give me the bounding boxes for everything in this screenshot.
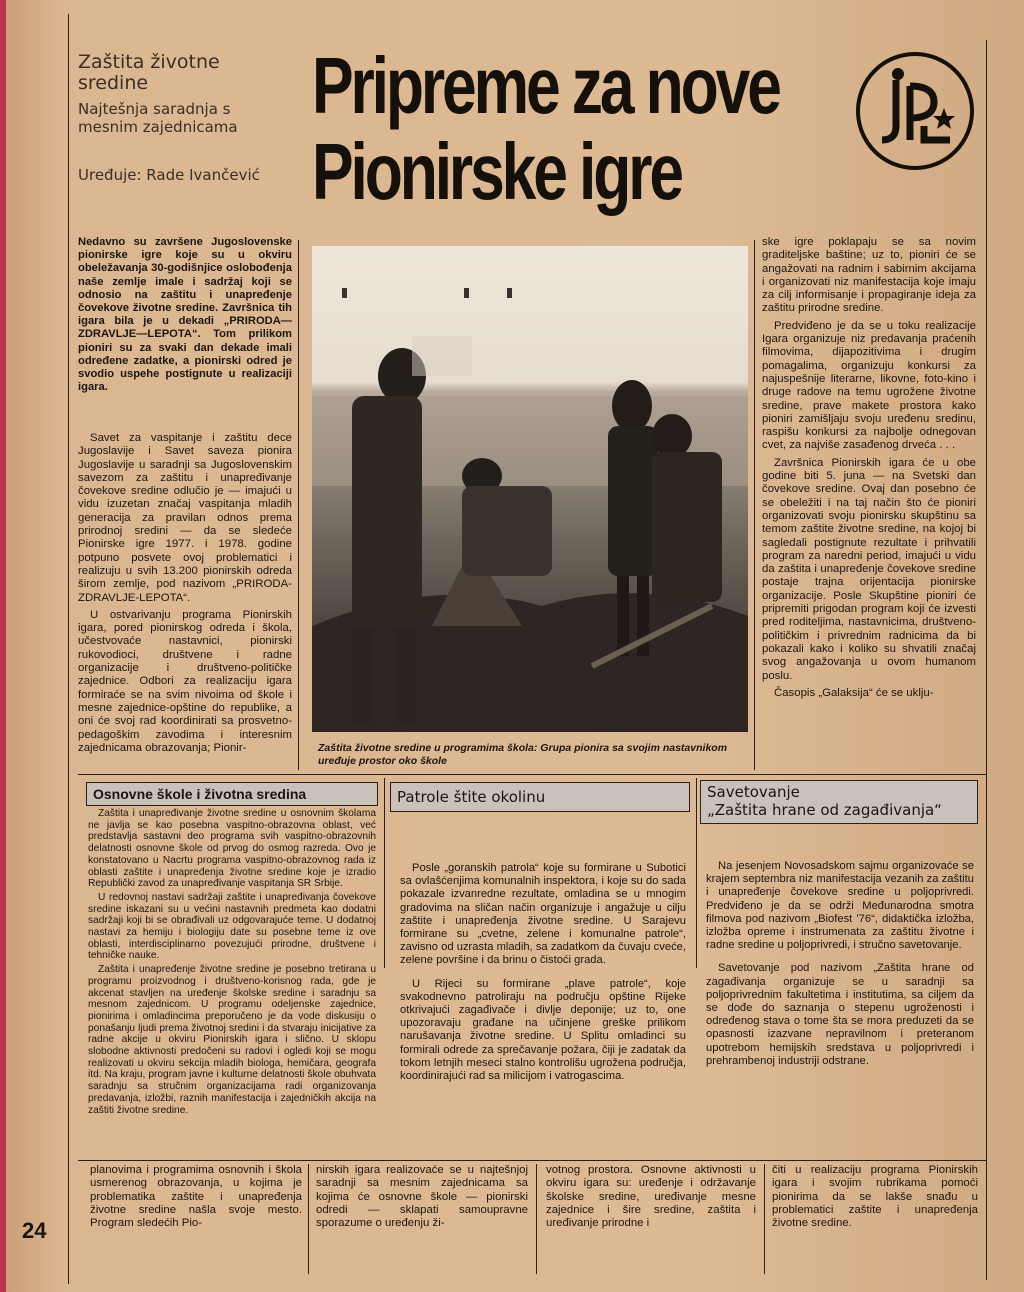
article-paragraph: Savet za vaspitanje i zaštitu dece Jugoslavije i Savet saveza pionira Jugoslavije u saradnji sa Jugoslovenskim savezom za zaštitu i unapređivanje čovekove sredine odlučio je — imajući u vidu izuzetan značaj vaspitanja mladih generacija za pravilan odnos prema prirodnoj sredini — da se sledeće Pionirske igre 1977. i 1978. godine potpuno posvete ovoj problematici i realizuju u svih 13.200 pionirskih odreda širom zemlje, pod nazivom „PRIRODA-ZDRAVLJE-LEPOTA“. [78, 432, 292, 604]
box-paragraph: U redovnoj nastavi sadržaji zaštite i unapređivanja čovekove sredine iskazani su u većini nastavnih predmeta kao dodatni sadržaji koji bi se obrađivali uz odgovarajuće teme. U dodatnoj nastavi za hemiju i biologiju date su posebne teme iz ove oblasti, interdisciplinarno povezujući prirodne, društvene i tehničke nauke. [88, 891, 376, 962]
box-rule [696, 778, 697, 968]
box-savetovanje-title [700, 780, 978, 824]
pioneers-planting-photo [312, 246, 748, 732]
box-title-line-1: Savetovanje [707, 783, 800, 801]
bottom-column-2: nirskih igara realizovaće se u najtešnjoj saradnji sa mesnim zajednicama sa kojima će osnovne škole — pionirski odredi — sklapati samoupravne sporazume o uređenju ži- [316, 1164, 528, 1230]
column-rule [298, 240, 299, 770]
box-paragraph: Na jesenjem Novosadskom sajmu organizovaće se krajem septembra niz manifestacija vezanih za zaštitu i unapređenje čovekove sredine u poljoprivredi. Predviđeno je da se održi Međunarodna smotra filmova pod nazivom „Biofest '76“, didaktička izložba, izložba opreme i instrumenata za zaštitu životne i radne sredine u poljoprivredi, i stručno savetovanje. [706, 860, 974, 952]
article-column-1 [78, 432, 292, 759]
headline-line-2: Pionirske igre [312, 127, 682, 216]
section-kicker: Zaštita životne sredine [78, 51, 220, 94]
column-rule [754, 240, 755, 770]
jpi-monogram-icon [860, 56, 970, 166]
binding-spine [0, 0, 6, 1292]
box-osnovne-skole-title [86, 782, 378, 806]
column-rule [536, 1164, 537, 1274]
box-patrole-title [390, 782, 690, 812]
box-paragraph: Savetovanje pod nazivom „Zaštita hrane od zagađivanja organizuje se u saradnji sa poljoprivrednim fakultetima i institutima, sa ciljem da se dođe do saznanja o stepenu ugroženosti i određenog stava o tome šta se mora preduzeti da se opasnosti izazvane nepravilnom i preteranom upotrebom hemijskih sredstava u poljoprivredi i prehrambenoj industriji odstrane. [706, 962, 974, 1067]
box-osnovne-skole-body [88, 808, 376, 1118]
box-paragraph: Zaštita i unapređivanje životne sredine u osnovnim školama ne javlja se kao posebna vaspitno-obrazovna oblast, već predstavlja sastavni deo programa svih vaspitno-obrazovnih delatnosti osnovne škole od prvog do osmog razreda. Ovo je konstatovano u Nacrtu programa vaspitno-obrazovnog rada iz oblasti zaštite i unapređenja životne sredine koje je izradio Republički zavod za unapređivanje vaspitanja SR Srbije. [88, 808, 376, 890]
box-paragraph: Posle „goranskih patrola“ koje su formirane u Subotici sa ovlašćenjima komunalnih inspektora, i koje su do sada pokazale izvanredne rezultate, omladina se u mnogim gradovima na sličan način organizuje i angažuje u cilju zaštite i unapređenja životne sredine. U Sarajevu formirane su „cvetne, zelene i komunalne patrole“, zavisno od uzrasta mladih, sa zadatkom da čuvaju cveće, zelene površine i da brinu o čistoći grada. [400, 862, 686, 967]
page-number: 24 [22, 1218, 47, 1243]
box-title-text: Patrole štite okolinu [397, 788, 546, 806]
pionirske-igre-logo [856, 52, 974, 170]
section-subtitle: Najtešnja saradnja s mesnim zajednicama [78, 100, 238, 136]
left-margin-rule [68, 14, 69, 1284]
bottom-column-4: čiti u realizaciju programa Pionirskih igara i svojim rubrikama pomoći pionirima da se lakše snađu u problematici zaštite i unapređenja životne sredine. [772, 1164, 978, 1230]
article-paragraph: Završnica Pionirskih igara će u obe godine biti 5. juna — na Svetski dan čovekove sredine. Ovaj dan posebno će se obeležiti i na taj način što će pioniri organizovati svoju pionirsku skupštinu sa temom zaštite životne sredine, na kojoj bi sagledali postignute rezultate i prihvatili program za naredni period, imajući u vidu da zaštita i unapređenje čovekove sredine postaje trajna orijentacija pionirske organizacije. Posle Skupštine pioniri će pripremiti prigodan program koji će izvesti pred roditeljima, nastavnicima, društveno-političkim i privrednim radnicima da bi pokazali kako i koliko su shvatili značaj svog angažovanja u ovom humanom poslu. [762, 456, 976, 682]
boxes-bottom-rule [78, 1160, 986, 1161]
article-lead: Nedavno su završene Jugoslovenske pionirske igre koje su u okviru obeležavanja 30-godišnjice oslobođenja naše zemlje imale i sadržaj koji se odnosio na zaštitu i unapređenje čovekove životne sredine. Završnica tih igara bila je u dekadi „PRIRODA—ZDRAVLJE—LEPOTA“. Tom prilikom pioniri su za svaki dan dekade imali određene zadatke, a pionirski odred je svodio uspehe postignute u realizaciji igara. [78, 236, 292, 394]
box-title-line-2: „Zaštita hrane od zagađivanja“ [707, 801, 942, 819]
box-savetovanje-body [706, 860, 974, 1072]
article-paragraph: U ostvarivanju programa Pionirskih igara, pored pionirskog odreda i škola, učestvovaće nastavnici, pionirski rukovodioci, društvene i radne organizacije i društveno-političke zajednice. Odbori za realizaciju igara formiraće se na svim nivoima od škole i mesne zajednice-opštine do republike, a oni će svoj rad koordinirati sa prosvetno-pedagoškim zavodima i interesnim zajednicama obrazovanja; Pionir- [78, 608, 292, 754]
box-title-text: Osnovne škole i životna sredina [93, 786, 307, 802]
column-rule [308, 1164, 309, 1274]
right-margin-rule [986, 40, 987, 1280]
bottom-column-3: votnog prostora. Osnovne aktivnosti u okviru igara su: uređenje i održavanje školske sredine, uređivanje mesne zajednice i šire sredine, zaštita i uređivanje prirodne i [546, 1164, 756, 1230]
article-column-3 [762, 236, 976, 704]
column-rule [764, 1164, 765, 1274]
article-photo [312, 246, 748, 732]
article-paragraph: Predviđeno je da se u toku realizacije Igara organizuje niz predavanja praćenih filmovima, dijapozitivima i drugim pomagalima, organizuju konkursi za najuspešnije literarne, likovne, foto-kino i druge radove na temu ugrožene životne sredine, prave makete prostora kako pioniri zamišljaju svoju uređenu sredinu, raspišu konkursi za najbolje odnegovan cvet, za najviše zasađenog drveća . . . [762, 319, 976, 452]
boxes-top-rule [78, 774, 986, 775]
section-editor: Uređuje: Rade Ivančević [78, 166, 260, 184]
bottom-column-1: planovima i programima osnovnih i škola usmerenog obrazovanja, u kojima je problematika zaštite i unapređenja životne sredine našla svoje mesto. Program sledećih Pio- [90, 1164, 302, 1230]
box-paragraph: Zaštita i unapređenje životne sredine je posebno tretirana u programu proizvodnog i društveno-korisnog rada, gde je akcenat stavljen na uređenje školske sredine i saradnju sa mesnom zajednicom. U programu odeljenske zajednice, pionirima i omladincima preporučeno je da vode diskusiju o ponašanju ljudi prema životnoj sredini i da stvaraju inicijative za radne akcije u okviru Pionirskih igara i slično. U sklopu slobodne aktivnosti predočeni su radovi i ogledi koji se mogu realizovati u okviru sekcija mladih biologa, hemičara, geografa itd. Na kraju, program javne i kulturne delatnosti škole obuhvata saradnju sa stručnim organizacijama radi organizovanja predavanja, izložbi, raznih manifestacija i zajedničkih akcija na zaštiti životne sredine. [88, 964, 376, 1116]
article-paragraph: ske igre poklapaju se sa novim graditeljske baštine; uz to, pioniri će se angažovati na radnim i sabirnim akcijama i organizovati niz manifestacija koje imaju za cilj informisanje i propagiranje ideja za zaštitu prirodne sredine. [762, 236, 976, 315]
box-paragraph: U Rijeci su formirane „plave patrole“, koje svakodnevno patroliraju na području opštine Rijeke otkrivajući zagađivače i divlje deponije; uz to, one upozoravaju građane na učinjene greške prilikom narušavanja životne sredine. U Splitu omladinci su formirali odrede za sprečavanje požara, čiji je zadatak da tokom letnjih meseci stalno kontrolišu ugrožena područja, koordinirajući rad sa milicijom i vatrogascima. [400, 977, 686, 1083]
article-paragraph: Časopis „Galaksija“ će se uklju- [774, 686, 934, 699]
box-patrole-body [400, 862, 686, 1087]
headline-line-1: Pripreme za nove [312, 41, 779, 130]
box-rule [384, 778, 385, 968]
photo-caption: Zaštita životne sredine u programima škola: Grupa pionira sa svojim nastavnikom uređuje prostor oko škole [318, 742, 728, 767]
